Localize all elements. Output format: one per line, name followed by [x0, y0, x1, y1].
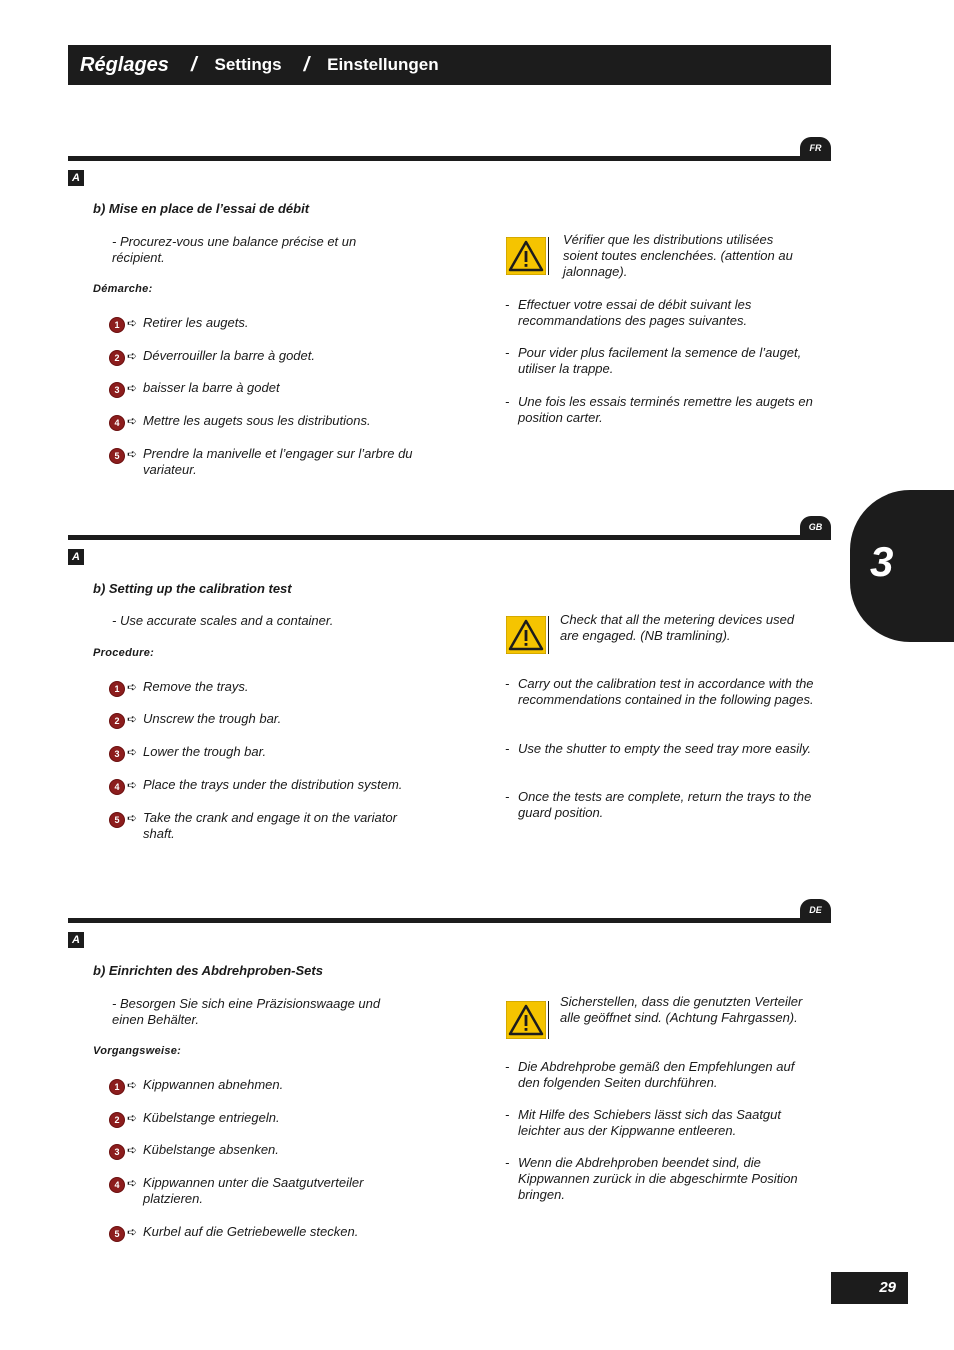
- step-text: Prendre la manivelle et l’engager sur l’arbre du variateur.: [143, 446, 413, 477]
- step-number-badge: 3: [110, 747, 124, 761]
- right-arrow-icon: ➪: [127, 447, 138, 461]
- step-item: [110, 744, 420, 761]
- note-text: Wenn die Abdrehproben beendet sind, die Kippwannen zurück in die abgeschirmte Position bringen.: [518, 1155, 798, 1202]
- right-arrow-icon: ➪: [127, 1111, 138, 1125]
- step-item: [110, 1077, 420, 1094]
- note-text: Une fois les essais terminés remettre les augets en position carter.: [518, 394, 813, 425]
- right-arrow-icon: ➪: [127, 1078, 138, 1092]
- step-text: Kippwannen unter die Saatgutverteiler platzieren.: [143, 1175, 364, 1206]
- section-rule: [68, 156, 831, 161]
- step-item: [110, 380, 420, 397]
- procedure-label: Procedure:: [93, 647, 155, 659]
- language-tab-gb: GB: [800, 516, 831, 538]
- language-tab-de: DE: [800, 899, 831, 921]
- procedure-label: Démarche:: [93, 283, 153, 295]
- step-item: [110, 413, 420, 430]
- right-arrow-icon: ➪: [127, 349, 138, 363]
- step-text: Lower the trough bar.: [143, 744, 267, 759]
- warning-divider: [548, 616, 549, 654]
- step-text: Unscrew the trough bar.: [143, 711, 282, 726]
- step-text: Kübelstange entriegeln.: [143, 1110, 280, 1125]
- note-item: - Carry out the calibration test in accordance with the recommendations contained in the following pages.: [505, 676, 814, 707]
- step-number-badge: 4: [110, 416, 124, 430]
- step-number-badge: 2: [110, 1113, 124, 1127]
- step-number-badge: 1: [110, 318, 124, 332]
- section-subtitle: b) Setting up the calibration test: [93, 581, 292, 596]
- step-number-badge: 2: [110, 714, 124, 728]
- note-text: Pour vider plus facilement la semence de l’auget, utiliser la trappe.: [518, 345, 802, 376]
- step-number-badge: 5: [110, 1227, 124, 1241]
- step-item: [110, 1142, 420, 1159]
- title-separator: /: [303, 53, 310, 76]
- figure-marker: A: [68, 170, 84, 186]
- step-text: Take the crank and engage it on the variator shaft.: [143, 810, 397, 841]
- right-arrow-icon: ➪: [127, 745, 138, 759]
- note-item: - Effectuer votre essai de débit suivant les recommandations des pages suivantes.: [505, 297, 815, 329]
- step-number-badge: 5: [110, 813, 124, 827]
- title-en: Settings: [214, 55, 282, 74]
- figure-marker: A: [68, 549, 84, 565]
- section-subtitle: b) Einrichten des Abdrehproben-Sets: [93, 963, 323, 978]
- right-arrow-icon: ➪: [127, 1225, 138, 1239]
- step-text: Kippwannen abnehmen.: [143, 1077, 284, 1092]
- step-number-badge: 3: [110, 383, 124, 397]
- note-text: Use the shutter to empty the seed tray more easily.: [518, 741, 812, 756]
- step-text: Place the trays under the distribution system.: [143, 777, 403, 792]
- note-text: Once the tests are complete, return the trays to the guard position.: [518, 789, 812, 820]
- step-item: [110, 1175, 420, 1207]
- warning-triangle-icon: [506, 616, 546, 654]
- step-item: [110, 1110, 420, 1127]
- intro-text: - Procurez-vous une balance précise et un récipient.: [112, 234, 357, 265]
- warning-text: Vérifier que les distributions utilisées soient toutes enclenchées. (attention au jalonnage).: [563, 232, 793, 279]
- title-de: Einstellungen: [327, 55, 439, 74]
- right-arrow-icon: ➪: [127, 778, 138, 792]
- section-rule: [68, 918, 831, 923]
- warning-triangle-icon: [506, 1001, 546, 1039]
- step-item: [110, 1224, 420, 1241]
- step-item: [110, 315, 420, 332]
- right-arrow-icon: ➪: [127, 316, 138, 330]
- right-arrow-icon: ➪: [127, 1176, 138, 1190]
- figure-marker: A: [68, 932, 84, 948]
- note-item: - Une fois les essais terminés remettre les augets en position carter.: [505, 394, 815, 426]
- note-text: Die Abdrehprobe gemäß den Empfehlungen auf den folgenden Seiten durchführen.: [518, 1059, 795, 1090]
- step-number-badge: 4: [110, 1178, 124, 1192]
- step-item: [110, 810, 420, 842]
- right-arrow-icon: ➪: [127, 680, 138, 694]
- step-text: Kurbel auf die Getriebewelle stecken.: [143, 1224, 359, 1239]
- warning-divider: [548, 1001, 549, 1039]
- note-text: Effectuer votre essai de débit suivant les recommandations des pages suivantes.: [518, 297, 752, 328]
- right-arrow-icon: ➪: [127, 712, 138, 726]
- step-item: [110, 446, 420, 478]
- warning-text: Check that all the metering devices used are engaged. (NB tramlining).: [560, 612, 795, 643]
- step-number-badge: 1: [110, 682, 124, 696]
- note-item: - Pour vider plus facilement la semence de l’auget, utiliser la trappe.: [505, 345, 815, 377]
- step-text: baisser la barre à godet: [143, 380, 280, 395]
- note-item: - Once the tests are complete, return the trays to the guard position.: [505, 789, 815, 821]
- note-text: Carry out the calibration test in accordance with the recommendations contained in the following pages.: [518, 676, 814, 707]
- intro-text: - Use accurate scales and a container.: [112, 613, 334, 628]
- chapter-tab: [850, 490, 954, 642]
- step-number-badge: 1: [110, 1080, 124, 1094]
- step-text: Kübelstange absenken.: [143, 1142, 279, 1157]
- step-item: [110, 711, 420, 728]
- step-text: Déverrouiller la barre à godet.: [143, 348, 315, 363]
- step-text: Retirer les augets.: [143, 315, 249, 330]
- note-item: - Die Abdrehprobe gemäß den Empfehlungen auf den folgenden Seiten durchführen.: [505, 1059, 815, 1091]
- step-number-badge: 2: [110, 351, 124, 365]
- warning-triangle-icon: [506, 237, 546, 275]
- step-item: [110, 348, 420, 365]
- note-item: - Mit Hilfe des Schiebers lässt sich das Saatgut leichter aus der Kippwanne entleeren.: [505, 1107, 815, 1139]
- right-arrow-icon: ➪: [127, 381, 138, 395]
- step-item: [110, 777, 420, 794]
- title-fr: Réglages: [80, 53, 169, 76]
- intro-text: - Besorgen Sie sich eine Präzisionswaage und einen Behälter.: [112, 996, 381, 1027]
- section-subtitle: b) Mise en place de l’essai de débit: [93, 201, 310, 216]
- note-item: - Use the shutter to empty the seed tray more easily.: [505, 741, 815, 757]
- step-item: [110, 679, 420, 696]
- chapter-number: 3: [870, 538, 894, 585]
- page-header: [68, 45, 831, 85]
- language-tab-fr: FR: [800, 137, 831, 159]
- warning-divider: [548, 237, 549, 275]
- note-text: Mit Hilfe des Schiebers lässt sich das Saatgut leichter aus der Kippwanne entleeren.: [518, 1107, 782, 1138]
- step-number-badge: 5: [110, 449, 124, 463]
- right-arrow-icon: ➪: [127, 1143, 138, 1157]
- right-arrow-icon: ➪: [127, 811, 138, 825]
- page-number: 29: [831, 1272, 908, 1304]
- step-text: Remove the trays.: [143, 679, 249, 694]
- note-item: - Wenn die Abdrehproben beendet sind, die Kippwannen zurück in die abgeschirmte Position bringen.: [505, 1155, 815, 1203]
- right-arrow-icon: ➪: [127, 414, 138, 428]
- step-number-badge: 4: [110, 780, 124, 794]
- section-rule: [68, 535, 831, 540]
- step-number-badge: 3: [110, 1145, 124, 1159]
- warning-text: Sicherstellen, dass die genutzten Verteiler alle geöffnet sind. (Achtung Fahrgassen).: [560, 994, 803, 1025]
- title-separator: /: [190, 53, 197, 76]
- step-text: Mettre les augets sous les distributions.: [143, 413, 371, 428]
- procedure-label: Vorgangsweise:: [93, 1045, 182, 1057]
